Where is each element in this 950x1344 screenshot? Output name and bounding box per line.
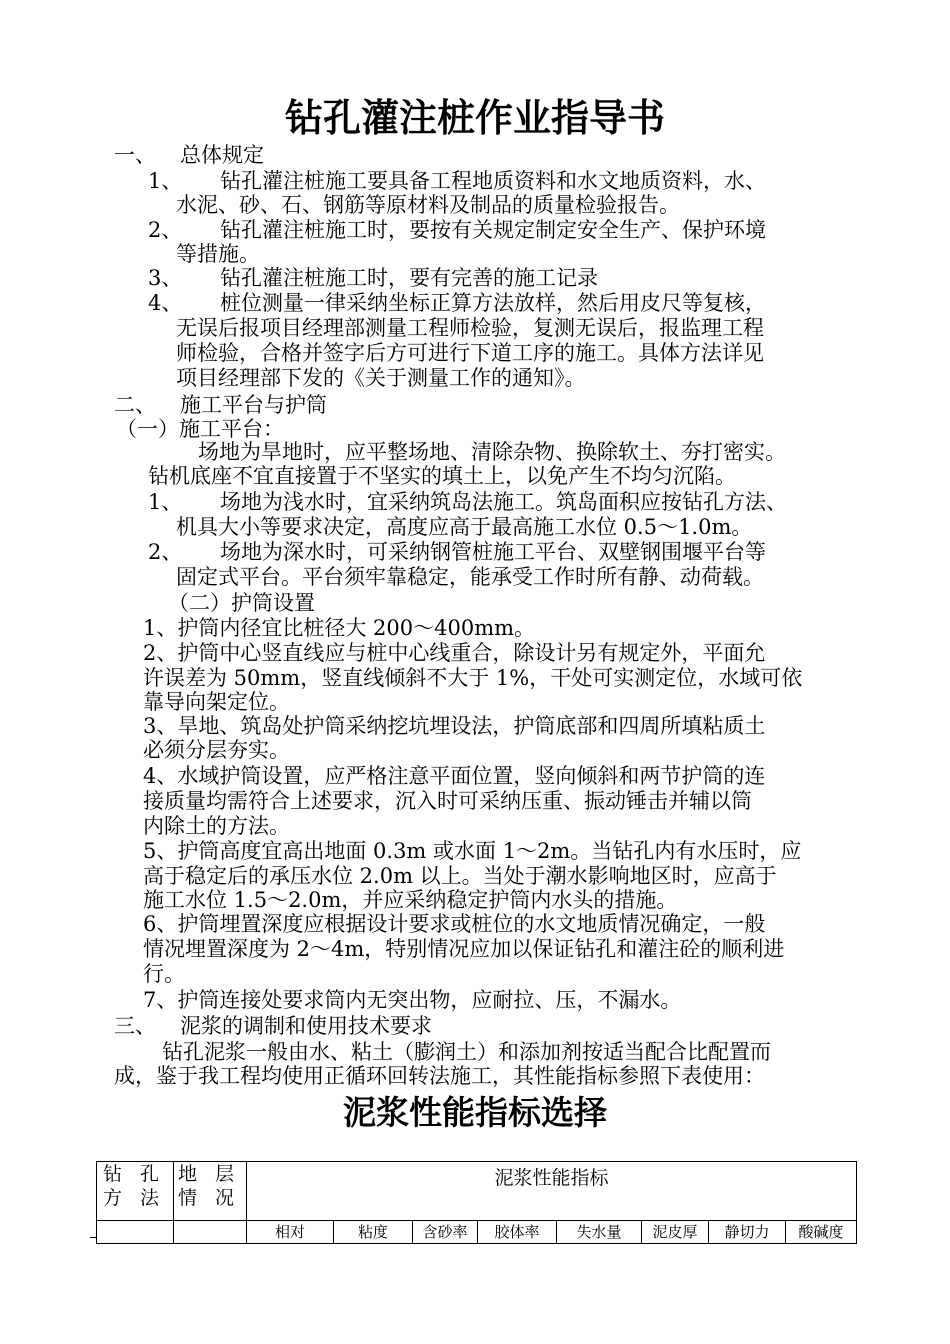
header-text: 情 况 bbox=[178, 1187, 241, 1209]
table-cell: 泥皮厚 bbox=[642, 1221, 709, 1244]
item-number: 2、 bbox=[148, 218, 183, 242]
header-mud-indicators: 泥浆性能指标 bbox=[247, 1162, 857, 1221]
mud-para-line1: 钻孔泥浆一般由水、粘土（膨润土）和添加剂按适当配合比配置而 bbox=[162, 1040, 771, 1064]
item-text: 钻孔灌注桩施工时，要有完善的施工记录 bbox=[220, 266, 598, 290]
casing-line: 施工水位 1.5～2.0m，并应采纳稳定护筒内水头的措施。 bbox=[143, 888, 678, 912]
casing-line: 4、水域护筒设置，应严格注意平面位置，竖向倾斜和两节护筒的连 bbox=[143, 764, 766, 788]
casing-line: 7、护筒连接处要求筒内无突出物，应耐拉、压，不漏水。 bbox=[143, 988, 682, 1012]
table-cell: 胶体率 bbox=[478, 1221, 557, 1244]
item-text: 场地为浅水时，宜采纳筑岛法施工。筑岛面积应按钻孔方法、 bbox=[220, 490, 787, 514]
table-cell: 失水量 bbox=[557, 1221, 642, 1244]
sec1-item-2-line1 bbox=[148, 218, 766, 243]
table-cell: 相对 bbox=[247, 1221, 334, 1244]
casing-line: 行。 bbox=[143, 962, 185, 986]
table-cell bbox=[174, 1221, 247, 1244]
sec1-item-3-line1 bbox=[148, 266, 598, 291]
header-drilling-method bbox=[97, 1162, 174, 1221]
casing-line: 靠导向架定位。 bbox=[143, 690, 290, 714]
section-1-title: 总体规定 bbox=[180, 143, 264, 167]
item-number: 3、 bbox=[148, 266, 183, 290]
sec1-item-1-line2: 水泥、砂、石、钢筋等原材料及制品的质量检验报告。 bbox=[176, 193, 680, 217]
header-text: 地 层 bbox=[178, 1163, 241, 1185]
casing-line: 内除土的方法。 bbox=[143, 814, 290, 838]
casing-line: 情况埋置深度为 2～4m，特别情况应加以保证钻孔和灌注砼的顺利进 bbox=[143, 937, 785, 961]
item-number: 1、 bbox=[148, 169, 183, 193]
subsection-platform: （一）施工平台： bbox=[116, 417, 284, 441]
casing-line: 3、旱地、筑岛处护筒采纳挖坑埋设法，护筒底部和四周所填粘质土 bbox=[143, 714, 766, 738]
section-2-title: 施工平台与护筒 bbox=[180, 393, 327, 417]
header-text: 钻 孔 bbox=[103, 1163, 166, 1185]
table-header-row bbox=[97, 1162, 857, 1221]
table-cell: 粘度 bbox=[334, 1221, 413, 1244]
casing-line: 许误差为 50mm，竖直线倾斜不大于 1%，干处可实测定位，水域可依 bbox=[143, 666, 803, 690]
table-cell: 酸碱度 bbox=[786, 1221, 857, 1244]
section-2-number: 二、 bbox=[114, 393, 156, 417]
table-cell: 含砂率 bbox=[413, 1221, 478, 1244]
item-text: 场地为深水时，可采纳钢管桩施工平台、双壁钢围堰平台等 bbox=[220, 540, 766, 564]
casing-line: 高于稳定后的承压水位 2.0m 以上。当处于潮水影响地区时，应高于 bbox=[143, 864, 777, 888]
header-stratum bbox=[174, 1162, 247, 1221]
table-cell: 静切力 bbox=[709, 1221, 786, 1244]
item-number: 1、 bbox=[148, 490, 183, 514]
section-3-number: 三、 bbox=[114, 1014, 156, 1038]
section-3-title: 泥浆的调制和使用技术要求 bbox=[180, 1014, 432, 1038]
sec1-item-4-line4: 项目经理部下发的《关于测量工作的通知》。 bbox=[176, 366, 586, 390]
casing-line: 必须分层夯实。 bbox=[143, 738, 290, 762]
table-cell bbox=[97, 1221, 174, 1244]
page-title: 钻孔灌注桩作业指导书 bbox=[284, 96, 665, 140]
platform-para-line1: 场地为旱地时，应平整场地、清除杂物、换除软土、夯打密实。 bbox=[198, 440, 786, 464]
sec1-item-4-line1 bbox=[148, 291, 766, 316]
subsection-casing: （二）护筒设置 bbox=[168, 591, 315, 615]
sec2-item-1-line1 bbox=[148, 490, 787, 515]
sec1-item-4-line2: 无误后报项目经理部测量工程师检验，复测无误后，报监理工程 bbox=[176, 316, 764, 340]
casing-line: 2、护筒中心竖直线应与桩中心线重合，除设计另有规定外，平面允 bbox=[143, 641, 766, 665]
mud-performance-table bbox=[96, 1161, 857, 1244]
section-1-heading bbox=[114, 143, 264, 168]
item-text: 钻孔灌注桩施工时，要按有关规定制定安全生产、保护环境 bbox=[220, 218, 766, 242]
casing-line: 6、护筒埋置深度应根据设计要求或桩位的水文地质情况确定，一般 bbox=[143, 912, 766, 936]
section-2-heading bbox=[114, 393, 327, 418]
mud-para-line2: 成，鉴于我工程均使用正循环回转法施工，其性能指标参照下表使用： bbox=[114, 1064, 765, 1088]
sec2-item-1-line2: 机具大小等要求决定，高度应高于最高施工水位 0.5～1.0m。 bbox=[176, 515, 753, 539]
header-text: 方 法 bbox=[103, 1187, 166, 1209]
table-subheader-row bbox=[97, 1221, 857, 1244]
casing-line: 接质量均需符合上述要求，沉入时可采纳压重、振动锤击并辅以筒 bbox=[143, 789, 752, 813]
item-number: 4、 bbox=[148, 291, 183, 315]
section-1-number: 一、 bbox=[114, 143, 156, 167]
item-text: 钻孔灌注桩施工要具备工程地质资料和水文地质资料，水、 bbox=[220, 169, 766, 193]
casing-line: 1、护筒内径宜比桩径大 200～400mm。 bbox=[143, 616, 536, 640]
platform-para-line2: 钻机底座不宜直接置于不坚实的填土上，以免产生不均匀沉陷。 bbox=[148, 464, 736, 488]
casing-line: 5、护筒高度宜高出地面 0.3m 或水面 1～2m。当钻孔内有水压时，应 bbox=[143, 839, 802, 863]
sec2-item-2-line1 bbox=[148, 540, 766, 565]
item-text: 桩位测量一律采纳坐标正算方法放样，然后用皮尺等复核， bbox=[220, 291, 766, 315]
item-number: 2、 bbox=[148, 540, 183, 564]
sec1-item-4-line3: 师检验，合格并签字后方可进行下道工序的施工。具体方法详见 bbox=[176, 341, 764, 365]
sec1-item-1-line1 bbox=[148, 169, 766, 194]
table-title: 泥浆性能指标选择 bbox=[343, 1093, 607, 1132]
section-3-heading bbox=[114, 1014, 432, 1039]
sec1-item-2-line2: 等措施。 bbox=[176, 242, 260, 266]
sec2-item-2-line2: 固定式平台。平台须牢靠稳定，能承受工作时所有静、动荷载。 bbox=[176, 565, 764, 589]
